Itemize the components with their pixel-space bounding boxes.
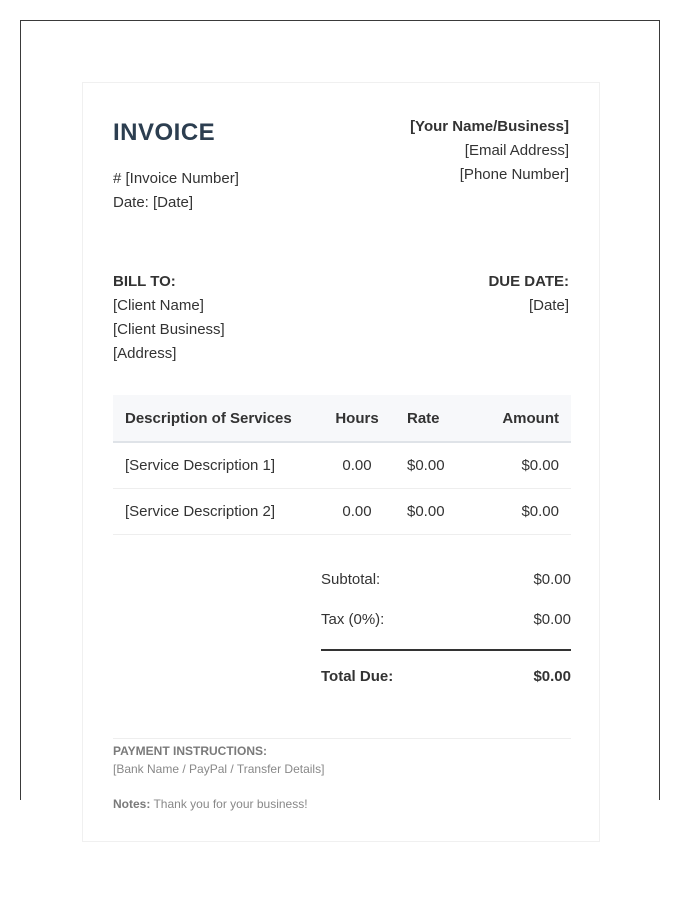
subtotal-value: $0.00 (533, 570, 571, 588)
tax-label: Tax (0%): (321, 610, 385, 628)
payment-label: PAYMENT INSTRUCTIONS: (113, 744, 268, 758)
invoice-number: # [Invoice Number] (113, 170, 239, 187)
due-date-block (488, 270, 569, 318)
total-due-value: $0.00 (533, 667, 571, 685)
subtotal-label: Subtotal: (321, 570, 381, 588)
invoice-date: Date: [Date] (113, 194, 194, 211)
bill-to-label: BILL TO: (113, 273, 176, 290)
header-hours: Hours (319, 395, 395, 442)
client-address: [Address] (113, 345, 177, 362)
notes-label: Notes: (113, 797, 151, 811)
totals-block (321, 559, 571, 699)
header-description: Description of Services (113, 395, 319, 442)
footer-divider (113, 738, 571, 739)
document-page (20, 20, 660, 811)
tax-row (321, 599, 571, 639)
header-rate: Rate (395, 395, 477, 442)
notes-text: Thank you for your business! (150, 797, 308, 811)
table-row (113, 489, 571, 535)
sender-info (410, 115, 569, 187)
cell-amount: $0.00 (477, 489, 571, 535)
payment-instructions (113, 742, 324, 778)
cell-rate: $0.00 (395, 489, 477, 535)
due-date-value: [Date] (528, 297, 569, 314)
cell-description: [Service Description 2] (113, 489, 319, 535)
invoice-meta (113, 167, 239, 215)
cell-description: [Service Description 1] (113, 442, 319, 489)
notes (113, 795, 308, 813)
cell-hours: 0.00 (319, 442, 395, 489)
payment-details: [Bank Name / PayPal / Transfer Details] (113, 762, 325, 776)
totals-divider (321, 649, 571, 651)
total-due-row (321, 653, 571, 699)
cell-amount: $0.00 (477, 442, 571, 489)
cell-rate: $0.00 (395, 442, 477, 489)
subtotal-row (321, 559, 571, 599)
client-name: [Client Name] (113, 297, 204, 314)
services-table (113, 395, 571, 535)
invoice-card (82, 82, 600, 842)
sender-email: [Email Address] (464, 142, 569, 159)
header-amount: Amount (477, 395, 571, 442)
sender-name: [Your Name/Business] (410, 118, 569, 135)
bill-to-block (113, 270, 225, 366)
tax-value: $0.00 (533, 610, 571, 628)
client-business: [Client Business] (113, 321, 225, 338)
sender-phone: [Phone Number] (459, 166, 569, 183)
due-date-label: DUE DATE: (488, 273, 569, 290)
cell-hours: 0.00 (319, 489, 395, 535)
table-row (113, 442, 571, 489)
table-header-row (113, 395, 571, 442)
total-due-label: Total Due: (321, 667, 394, 685)
invoice-title: INVOICE (113, 119, 216, 146)
